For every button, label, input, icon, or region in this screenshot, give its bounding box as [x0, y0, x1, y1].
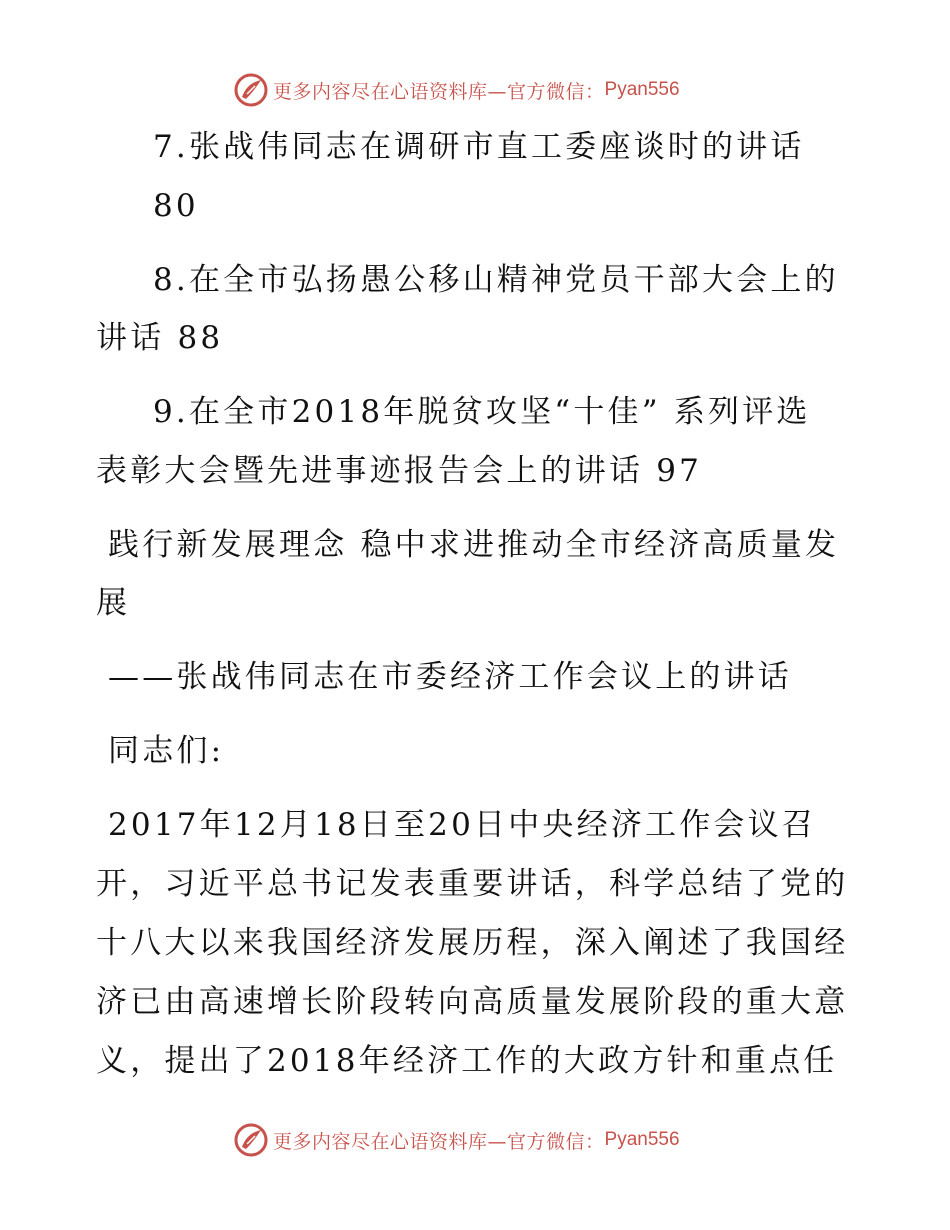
paragraph-line-1: 2017年12月18日至20日中央经济工作会议召	[108, 807, 817, 843]
toc-entry-8: 8.在全市弘扬愚公移山精神党员干部大会上的	[153, 262, 839, 298]
salutation: 同志们:	[108, 733, 225, 769]
speech-title-cont: 展	[96, 585, 131, 621]
seal-logo-icon	[233, 1122, 269, 1158]
seal-logo-icon	[233, 72, 269, 108]
watermark-text: 更多内容尽在心语资料库—官方微信：	[273, 1130, 605, 1153]
watermark-text: 更多内容尽在心语资料库—官方微信：	[273, 80, 605, 103]
speech-title: 践行新发展理念 稳中求进推动全市经济高质量发	[108, 527, 840, 563]
toc-entry-8-cont: 讲话 88	[96, 320, 224, 356]
toc-entry-7-page: 80	[153, 188, 199, 224]
toc-entry-9-cont: 表彰大会暨先进事迹报告会上的讲话 97	[96, 453, 703, 489]
toc-entry-7: 7.张战伟同志在调研市直工委座谈时的讲话	[153, 129, 805, 165]
paragraph-line-5: 义，提出了2018年经济工作的大政方针和重点任	[96, 1043, 838, 1079]
speech-subtitle: ——张战伟同志在市委经济工作会议上的讲话	[108, 659, 792, 695]
toc-entry-9: 9.在全市2018年脱贫攻坚“十佳” 系列评选	[153, 394, 811, 430]
watermark-wechat-id: Pyan556	[604, 79, 680, 100]
watermark-wechat-id: Pyan556	[604, 1129, 680, 1150]
paragraph-line-3: 十八大以来我国经济发展历程，深入阐述了我国经	[96, 925, 849, 961]
paragraph-line-4: 济已由高速增长阶段转向高质量发展阶段的重大意	[96, 984, 849, 1020]
header-watermark	[233, 70, 680, 110]
footer-watermark	[233, 1120, 680, 1160]
paragraph-line-2: 开，习近平总书记发表重要讲话，科学总结了党的	[96, 866, 849, 902]
